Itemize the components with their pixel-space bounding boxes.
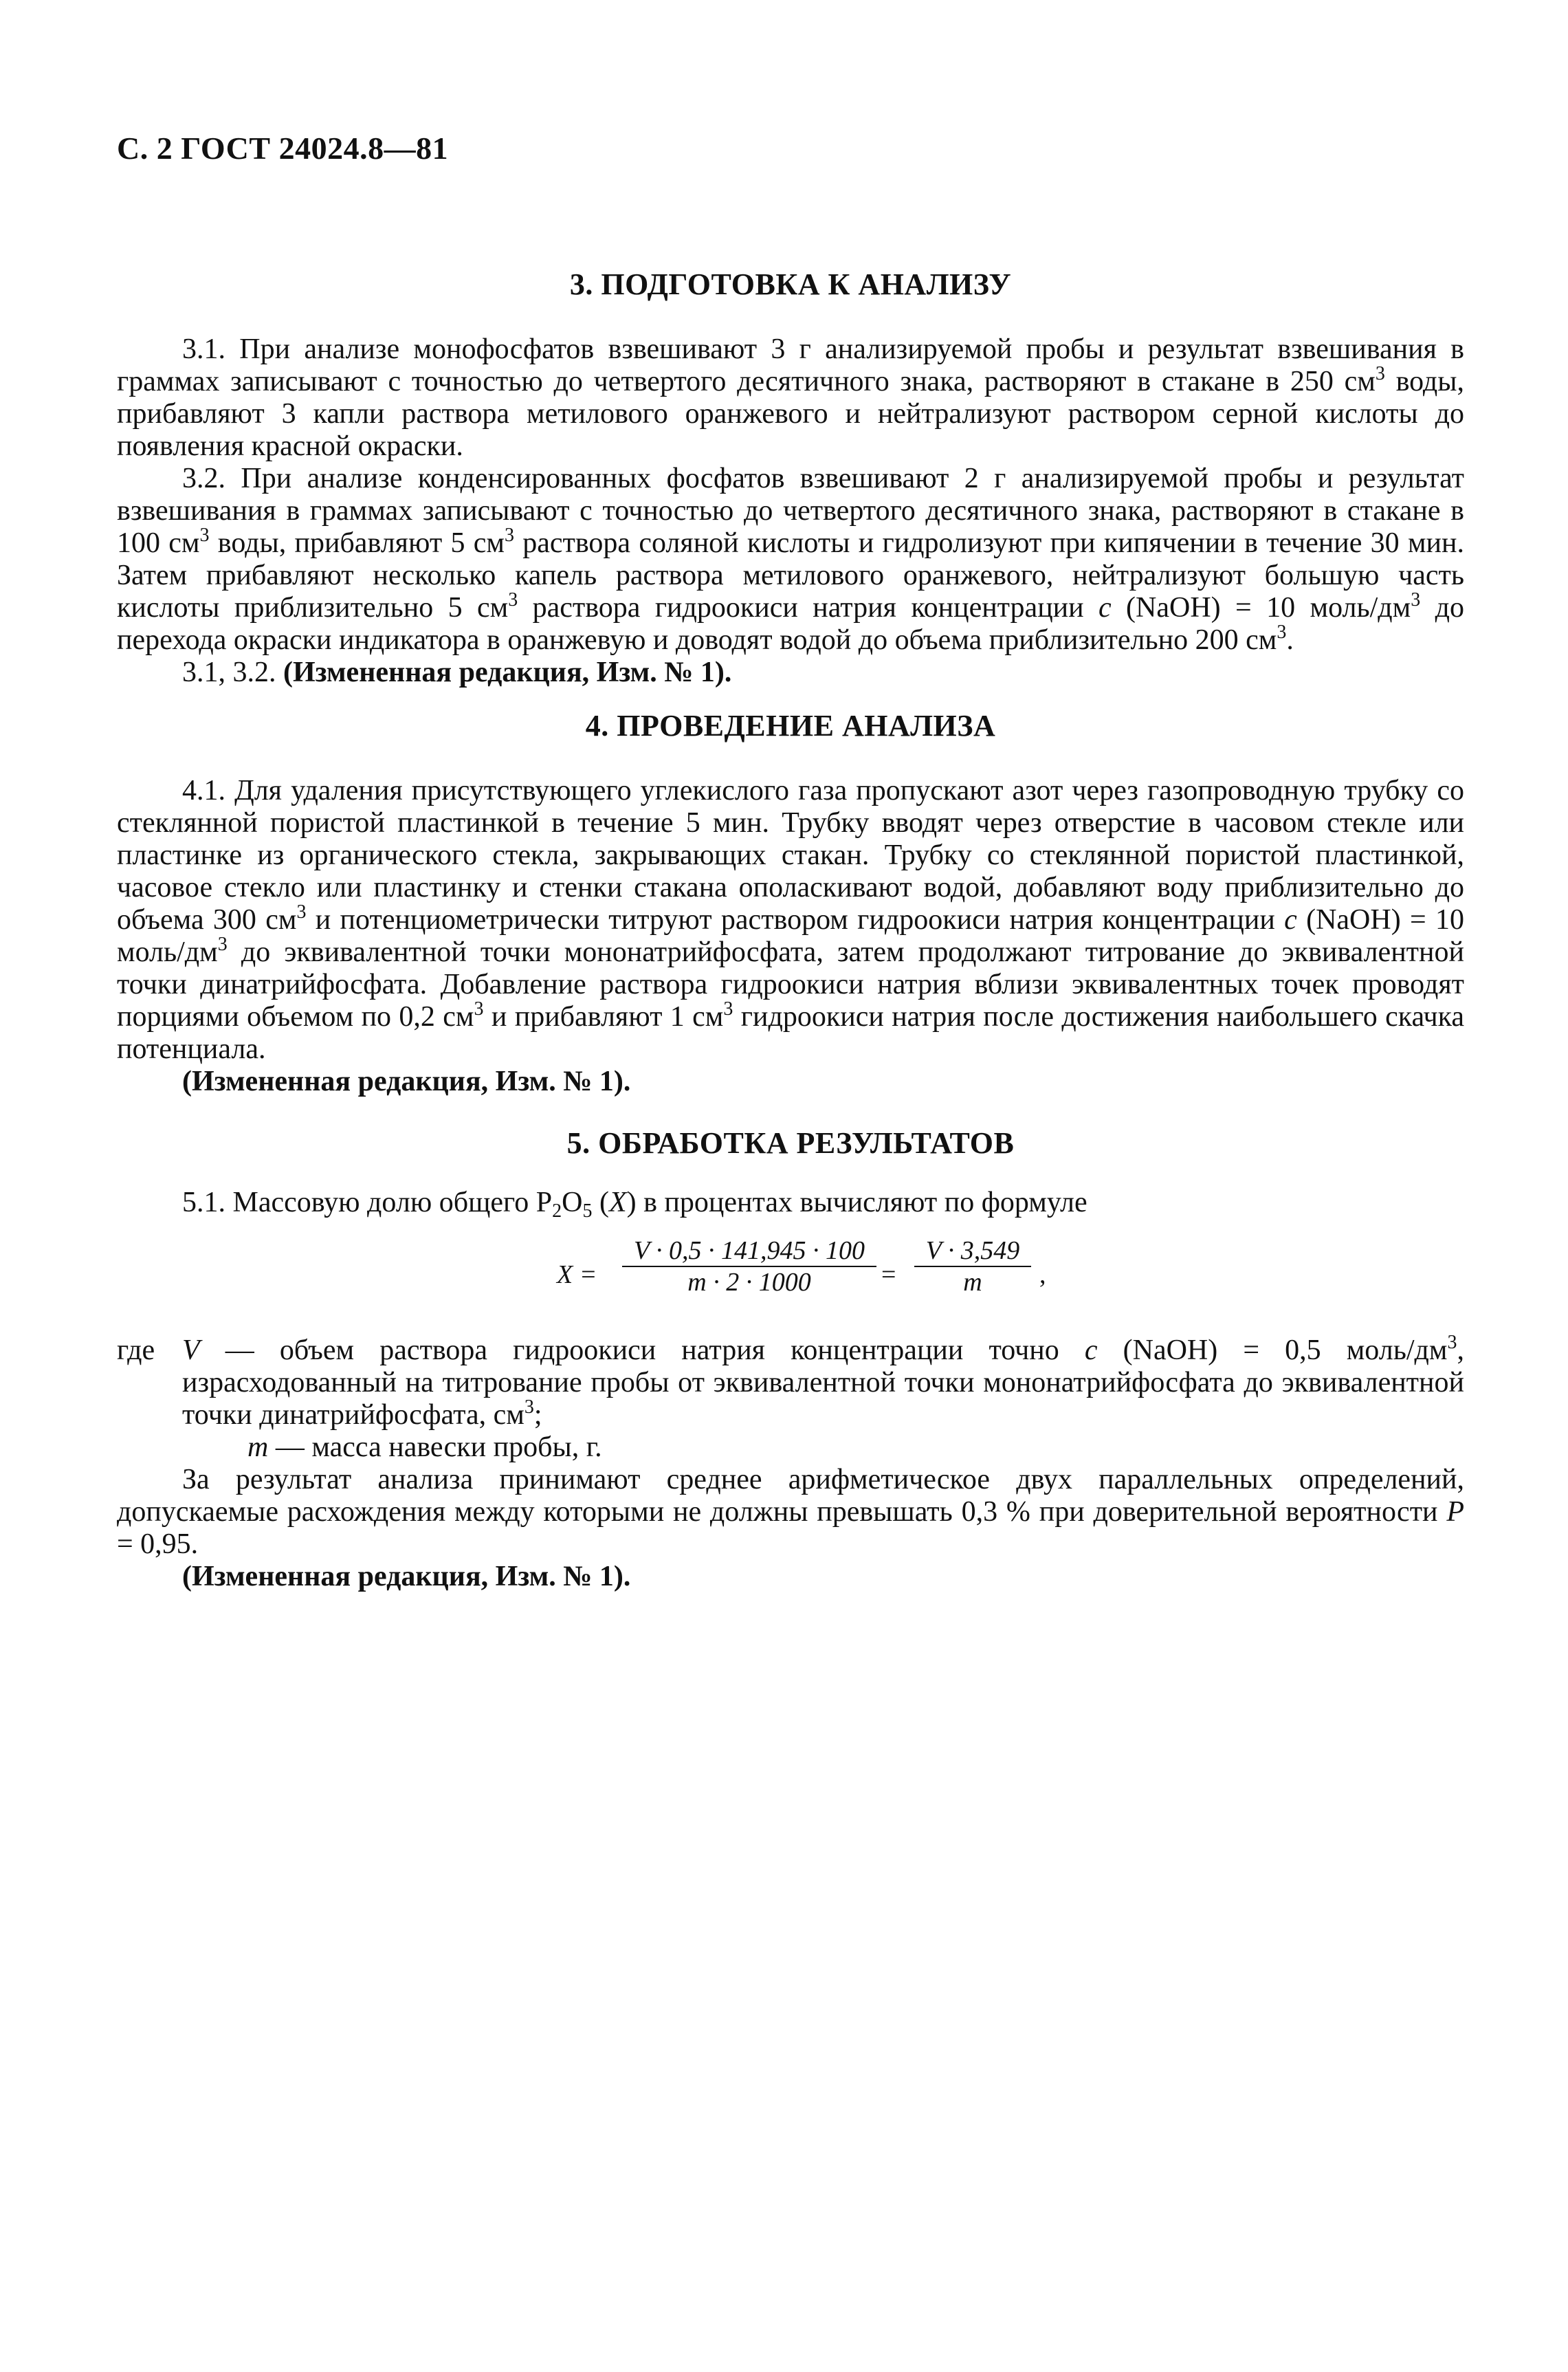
paragraph-5-result: За результат анализа принимают среднее арифметическое двух параллельных определений, допускаемые расхождения между которыми не должны превышать 0,3 % при доверительной вероятности P = 0,95. [117, 1464, 1464, 1560]
running-head: С. 2 ГОСТ 24024.8—81 [117, 131, 449, 166]
formula-fraction-2-numerator: V · 3,549 [925, 1236, 1020, 1265]
where-label: где [117, 1335, 155, 1366]
paragraph-4-1: 4.1. Для удаления присутствующего углекислого газа пропускают азот через газопроводную трубку со стеклянной пористой пластинкой в течение 5 мин. Трубку вводят через отверстие в часовом стекле или пластинке из органического стекла, закрывающих стакан. Трубку со стеклянной пористой пластинкой, часовое стекло или пластинку и стенки стакана ополаскивают водой, добавляют воду приблизительно до объема 300 $см^3$ и потенциометрически титруют раствором гидроокиси натрия концентрации c (NaOH) = 10 моль/$дм^3$ до эквивалентной точки мононатрийфосфата, затем продолжают титрование до эквивалентной точки динатрийфосфата. Добавление раствора гидроокиси натрия вблизи эквивалентных точек проводят порциями объемом по 0,2 $см^3$ и прибавляют 1 $см^3$ гидроокиси натрия после достижения наибольшего скачка потенциала. [117, 775, 1464, 1065]
formula-fraction-2 [914, 1236, 1031, 1297]
formula-comma: , [1039, 1260, 1046, 1289]
formula-lhs: X = [557, 1260, 597, 1289]
section-4-heading: 4. ПРОВЕДЕНИЕ АНАЛИЗА [585, 709, 996, 743]
where-m-definition: m — масса навески пробы, г. [247, 1431, 602, 1463]
edit-note-5: (Измененная редакция, Изм. № 1). [182, 1561, 631, 1592]
where-v-text: V — объем раствора гидроокиси натрия концентрации точно c (NaOH) = 0,5 моль/$дм^3$, израсходованный на титрование пробы от эквивалентной точки мононатрийфосфата до эквивалентной точки динатрийфосфата, $см^3$; [182, 1332, 1464, 1431]
formula-fraction-1-numerator: V · 0,5 · 141,945 · 100 [633, 1236, 865, 1265]
paragraph-3-2: 3.2. При анализе конденсированных фосфатов взвешивают 2 г анализируемой пробы и результат взвешивания в граммах записывают с точностью до четвертого десятичного знака, растворяют в стакане в 100 $см^3$ воды, прибавляют 5 $см^3$ раствора соляной кислоты и гидролизуют при кипячении в течение 30 мин. Затем прибавляют несколько капель раствора метилового оранжевого, нейтрализуют большую часть кислоты приблизительно 5 $см^3$ раствора гидроокиси натрия концентрации c (NaOH) = 10 моль/$дм^3$ до перехода окраски индикатора в оранжевую и доводят водой до объема приблизительно 200 $см^3$. [117, 463, 1464, 656]
formula-equals: = [881, 1260, 896, 1289]
formula-fraction-2-denominator: m [914, 1266, 1031, 1297]
edit-note-3: 3.1, 3.2. (Измененная редакция, Изм. № 1). [182, 657, 732, 688]
section-3-heading: 3. ПОДГОТОВКА К АНАЛИЗУ [569, 267, 1012, 301]
paragraph-5-1: 5.1. Массовую долю общего $P_2O_5$ (X) в процентах вычисляют по формуле [182, 1187, 1087, 1222]
formula-mass-fraction [117, 1236, 1464, 1311]
document-body [117, 268, 1464, 1593]
paragraph-3-1: 3.1. При анализе монофосфатов взвешивают 3 г анализируемой пробы и результат взвешивания в граммах записывают с точностью до четвертого десятичного знака, растворяют в стакане в 250 $см^3$ воды, прибавляют 3 капли раствора метилового оранжевого и нейтрализуют раствором серной кислоты до появления красной окраски. [117, 333, 1464, 462]
where-v-definition [117, 1332, 1464, 1431]
edit-note-4: (Измененная редакция, Изм. № 1). [182, 1066, 631, 1097]
section-5-heading: 5. ОБРАБОТКА РЕЗУЛЬТАТОВ [566, 1126, 1015, 1160]
formula-fraction-1 [622, 1236, 876, 1297]
formula-fraction-1-denominator: m · 2 · 1000 [622, 1266, 876, 1297]
